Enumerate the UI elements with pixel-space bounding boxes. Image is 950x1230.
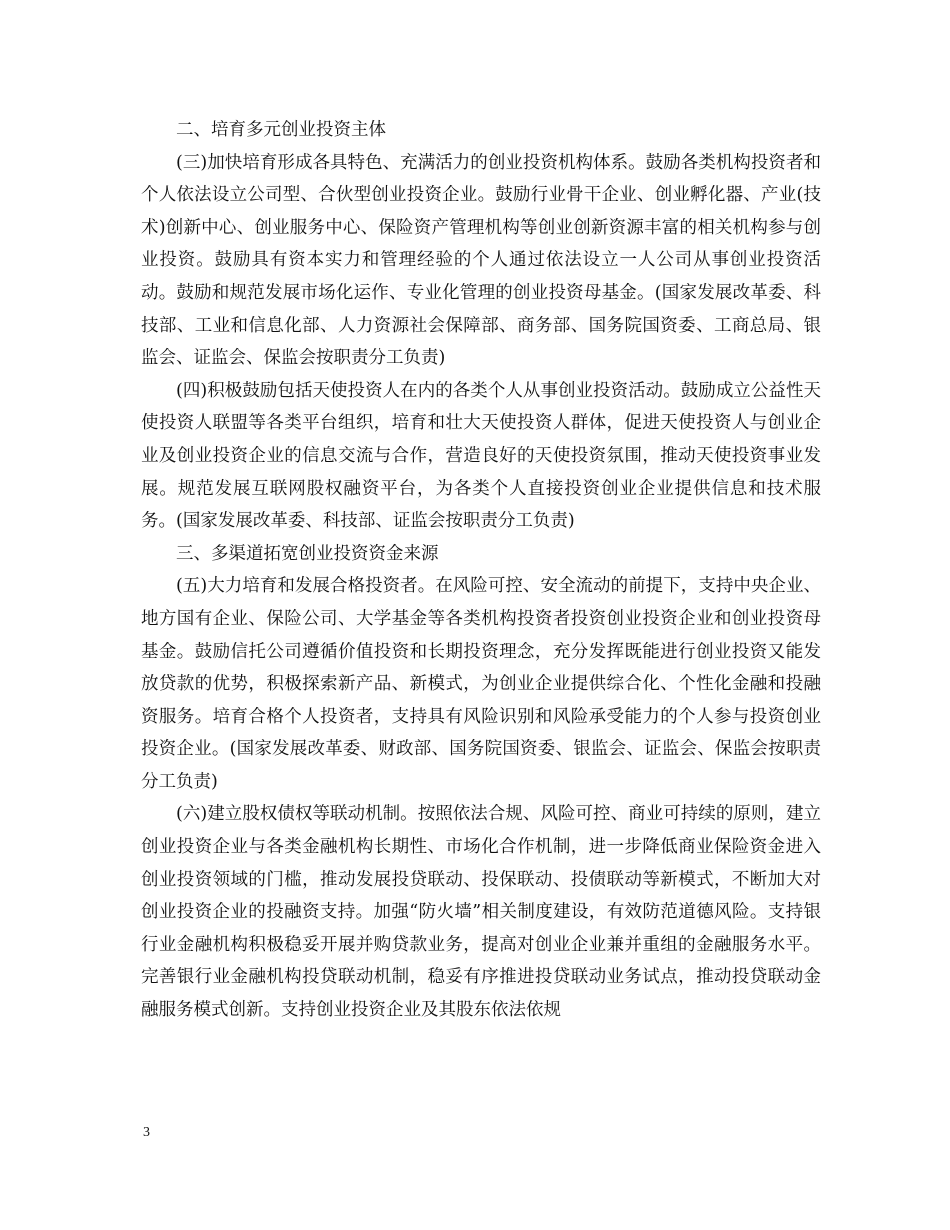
- page-number: 3: [143, 1125, 150, 1140]
- section-heading-3: 三、多渠道拓宽创业投资资金来源: [176, 543, 439, 564]
- paragraph-4: (四)积极鼓励包括天使投资人在内的各类个人从事创业投资活动。鼓励成立公益性天使投资人联盟等各类平台组织，培育和壮大天使投资人群体，促进天使投资人与创业企业及创业投资企业的信息交流与合作，营造良好的天使投资氛围，推动天使投资事业发展。规范发展互联网股权融资平台，为各类个人直接投资创业企业提供信息和技术服务。(国家发展改革委、科技部、证监会按职责分工负责): [141, 380, 821, 532]
- paragraph-5: (五)大力培育和发展合格投资者。在风险可控、安全流动的前提下，支持中央企业、地方国有企业、保险公司、大学基金等各类机构投资者投资创业投资企业和创业投资母基金。鼓励信托公司遵循价值投资和长期投资理念，充分发挥既能进行创业投资又能发放贷款的优势，积极探索新产品、新模式，为创业企业提供综合化、个性化金融和投融资服务。培育合格个人投资者，支持具有风险识别和风险承受能力的个人参与投资创业投资企业。(国家发展改革委、财政部、国务院国资委、银监会、证监会、保监会按职责分工负责): [141, 576, 821, 792]
- paragraph-6: (六)建立股权债权等联动机制。按照依法合规、风险可控、商业可持续的原则，建立创业投资企业与各类金融机构长期性、市场化合作机制，进一步降低商业保险资金进入创业投资领域的门槛，推动发展投贷联动、投保联动、投债联动等新模式，不断加大对创业投资企业的投融资支持。加强“防火墙”相关制度建设，有效防范道德风险。支持银行业金融机构积极稳妥开展并购贷款业务，提高对创业企业兼并重组的金融服务水平。完善银行业金融机构投贷联动机制，稳妥有序推进投贷联动业务试点，推动投贷联动金融服务模式创新。支持创业投资企业及其股东依法依规: [141, 804, 821, 1021]
- document-body: [141, 114, 821, 1027]
- paragraph-3: (三)加快培育形成各具特色、充满活力的创业投资机构体系。鼓励各类机构投资者和个人依法设立公司型、合伙型创业投资企业。鼓励行业骨干企业、创业孵化器、产业(技术)创新中心、创业服务中心、保险资产管理机构等创业创新资源丰富的相关机构参与创业投资。鼓励具有资本实力和管理经验的个人通过依法设立一人公司从事创业投资活动。鼓励和规范发展市场化运作、专业化管理的创业投资母基金。(国家发展改革委、科技部、工业和信息化部、人力资源社会保障部、商务部、国务院国资委、工商总局、银监会、证监会、保监会按职责分工负责): [141, 152, 821, 369]
- section-heading-2: 二、培育多元创业投资主体: [176, 120, 386, 140]
